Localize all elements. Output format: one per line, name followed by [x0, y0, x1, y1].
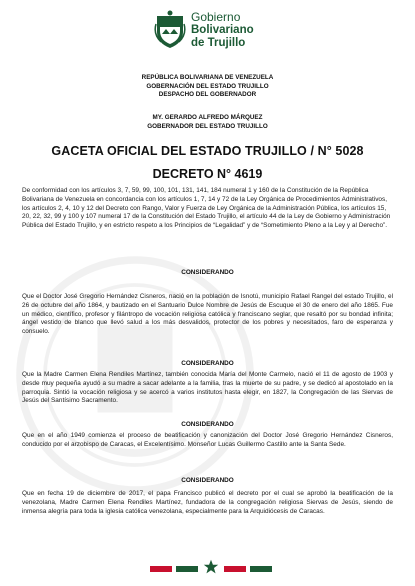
header-line-4: MY. GERARDO ALFREDO MÁRQUEZ — [152, 114, 263, 121]
logo-line-2: Bolivariano — [191, 23, 254, 36]
gazette-title: GACETA OFICIAL DEL ESTADO TRUJILLO / N° 5028 — [51, 144, 364, 158]
considerando-paragraph: Que en el año 1949 comienza el proceso de beatificación y canonización del Doctor José Gregorio Hernández Cisneros, conducido por el arzobispo de Caracas, el Excelentísimo. Monseñor Lucas Guillermo Castillo ante la Santa Sede. — [22, 432, 393, 448]
footer-decoration — [0, 558, 415, 586]
header-line-3: DESPACHO DEL GOBERNADOR — [158, 91, 257, 99]
decree-title: DECRETO N° 4619 — [152, 167, 263, 181]
footer-green-bar — [250, 566, 272, 572]
considerando-paragraph: Que en fecha 19 de diciembre de 2017, el papa Francisco publicó el decreto por el cual se aprobó la beatificación de la venezolana, Madre Carmen Elena Rendiles Martínez, fundadora de la congregación religiosa Siervas de Jesús, siendo de inmensa alegría para toda la iglesia católica venezolana, especialmente para la Arquidiócesis de Caracas. — [22, 490, 393, 515]
considerando-heading: CONSIDERANDO — [181, 269, 234, 276]
government-logo — [153, 10, 254, 50]
footer-red-bar — [150, 566, 172, 572]
issuer-header — [0, 74, 415, 100]
governor-header — [0, 114, 415, 131]
considerando-heading: CONSIDERANDO — [181, 421, 234, 428]
logo-text — [191, 11, 254, 50]
logo-line-3: de Trujillo — [191, 36, 246, 49]
header-line-2: GOBERNACIÓN DEL ESTADO TRUJILLO — [146, 82, 269, 90]
legal-basis-paragraph: De conformidad con los artículos 3, 7, 59, 99, 100, 101, 131, 141, 184 numeral 1 y 160 de la Constitución de la República Bolivariana de Venezuela en concordancia con los artículos 1, 7, 14 y 72 de la Ley Orgánica de Procedimientos Administrativos, los artículos 2, 4, 10 y 12 del Decreto con Rango, Valor y Fuerza de Ley Orgánica de la Administración Pública, los artículos 15, 20, 22, 32, 99 y 100 y 107 numeral 17 de la Constitución del Estado Trujillo, el artículo 44 de la Ley de Gobierno y Administración Pública del Estado Trujillo, y en estricto respeto a los Principios de “Legalidad” y de “Sometimiento Pleno a la Ley y al Derecho”. — [22, 187, 391, 229]
header-line-5: GOBERNADOR DEL ESTADO TRUJILLO — [147, 122, 268, 130]
considerando-heading: CONSIDERANDO — [181, 360, 234, 367]
considerando-paragraph: Que la Madre Carmen Elena Rendiles Martínez, también conocida María del Monte Carmelo, nació el 11 de agosto de 1903 y desde muy pequeña ayudó a su madre a sacar adelante a la familia, tras la muerte de su padre, y se dedicó al apostolado en la parroquia. Sintió la vocación religiosa y se acercó a varios institutos hasta elegir, en 1827, la Congregación de las Siervas de Jesús del Santísimo Sacramento. — [22, 371, 393, 405]
considerando-paragraph: Que el Doctor José Gregorio Hernández Cisneros, nació en la población de Isnotú, municipio Rafael Rangel del estado Trujillo, el 26 de octubre del año 1864, y bautizado en el Santuario Dulce Nombre de Jesús de Escuque el 30 de enero del año 1865. Fue un médico, científico, profesor y filántropo de vocación religiosa católica y franciscano seglar, que resaltó por su bondad infinita; ángel vestido de blanco que llevó salud a los más desvalidos, protector de los pobres y necesitados, faro de esperanza y consuelo. — [22, 293, 393, 335]
header-line-1: REPÚBLICA BOLIVARIANA DE VENEZUELA — [141, 74, 274, 81]
star-icon — [203, 559, 219, 575]
coat-of-arms-icon — [153, 10, 187, 50]
footer-green-bar — [176, 566, 198, 572]
logo-line-1: Gobierno — [191, 9, 241, 24]
footer-red-bar — [224, 566, 246, 572]
considerando-heading: CONSIDERANDO — [181, 477, 234, 484]
